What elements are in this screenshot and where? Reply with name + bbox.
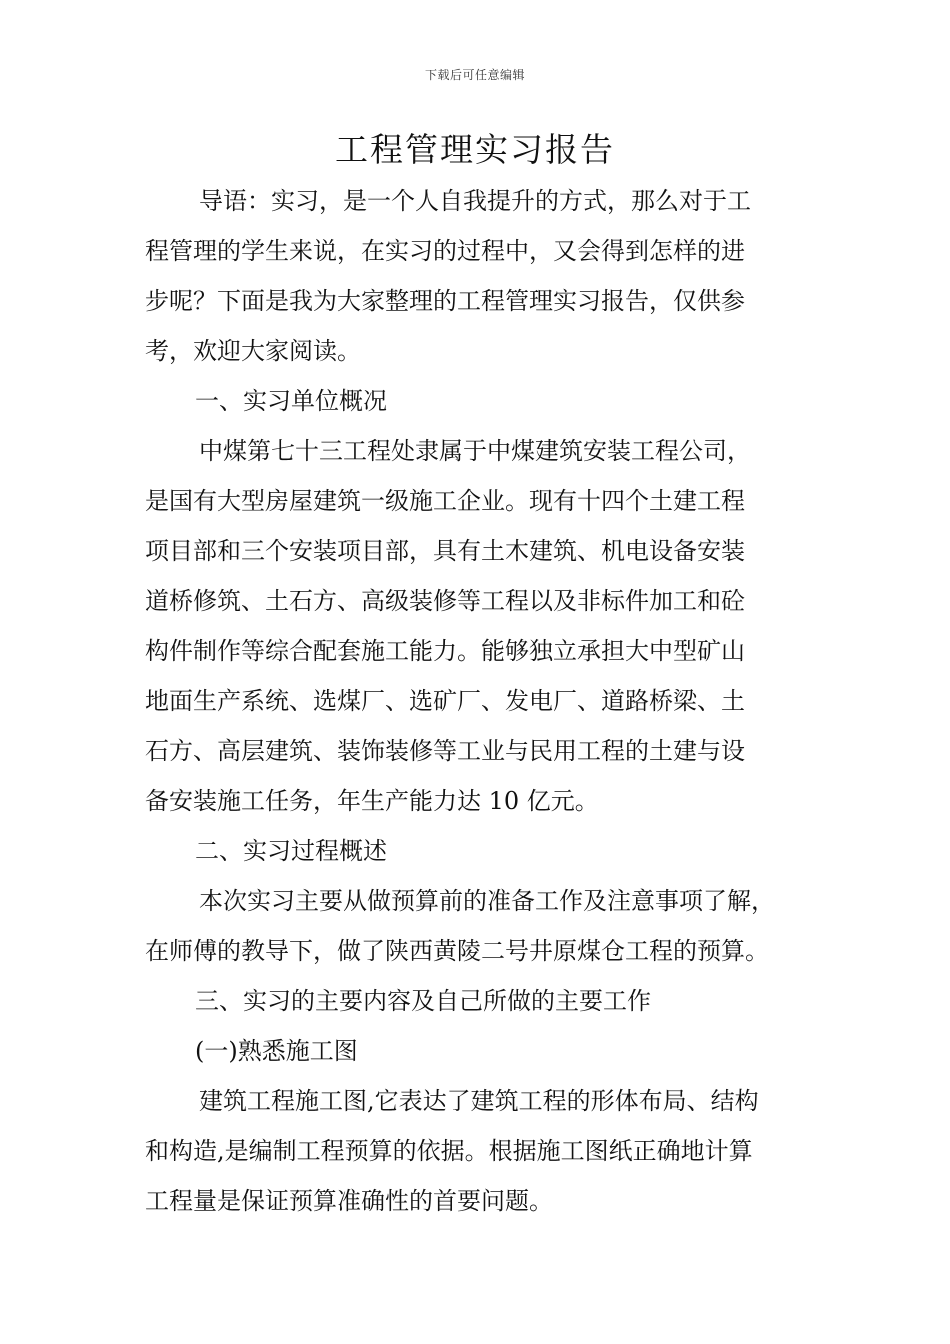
page-title: 工程管理实习报告 [335, 130, 615, 169]
section-heading: 三、实习的主要内容及自己所做的主要工作 [195, 987, 651, 1015]
document-body [145, 176, 810, 1226]
text-line: 工程量是保证预算准确性的首要问题。 [145, 1187, 553, 1215]
text-line: 导语：实习，是一个人自我提升的方式，那么对于工 [199, 187, 751, 215]
text-line: 构件制作等综合配套施工能力。能够独立承担大中型矿山 [145, 637, 745, 665]
text-line: 在师傅的教导下，做了陕西黄陵二号井原煤仓工程的预算。 [145, 937, 769, 965]
text-line: 石方、高层建筑、装饰装修等工业与民用工程的土建与设 [145, 737, 745, 765]
text-line: 考，欢迎大家阅读。 [145, 337, 361, 365]
section-heading: 二、实习过程概述 [195, 837, 387, 865]
text-line: 中煤第七十三工程处隶属于中煤建筑安装工程公司， [199, 437, 751, 465]
text-line: 建筑工程施工图,它表达了建筑工程的形体布局、结构 [199, 1087, 759, 1115]
text-line: 程管理的学生来说，在实习的过程中，又会得到怎样的进 [145, 237, 745, 265]
text-line: 和构造,是编制工程预算的依据。根据施工图纸正确地计算 [145, 1137, 753, 1165]
text-line: 项目部和三个安装项目部，具有土木建筑、机电设备安装 [145, 537, 745, 565]
text-line: 步呢？下面是我为大家整理的工程管理实习报告，仅供参 [145, 287, 745, 315]
text-line: 道桥修筑、土石方、高级装修等工程以及非标件加工和砼 [145, 587, 745, 615]
section-heading: (一)熟悉施工图 [195, 1037, 358, 1065]
text-line: 是国有大型房屋建筑一级施工企业。现有十四个土建工程 [145, 487, 745, 515]
text-line: 地面生产系统、选煤厂、选矿厂、发电厂、道路桥梁、土 [145, 687, 745, 715]
text-line: 备安装施工任务，年生产能力达 10 亿元。 [145, 787, 599, 815]
header-note: 下载后可任意编辑 [424, 68, 525, 82]
section-heading: 一、实习单位概况 [195, 387, 387, 415]
text-line: 本次实习主要从做预算前的准备工作及注意事项了解， [199, 887, 775, 915]
